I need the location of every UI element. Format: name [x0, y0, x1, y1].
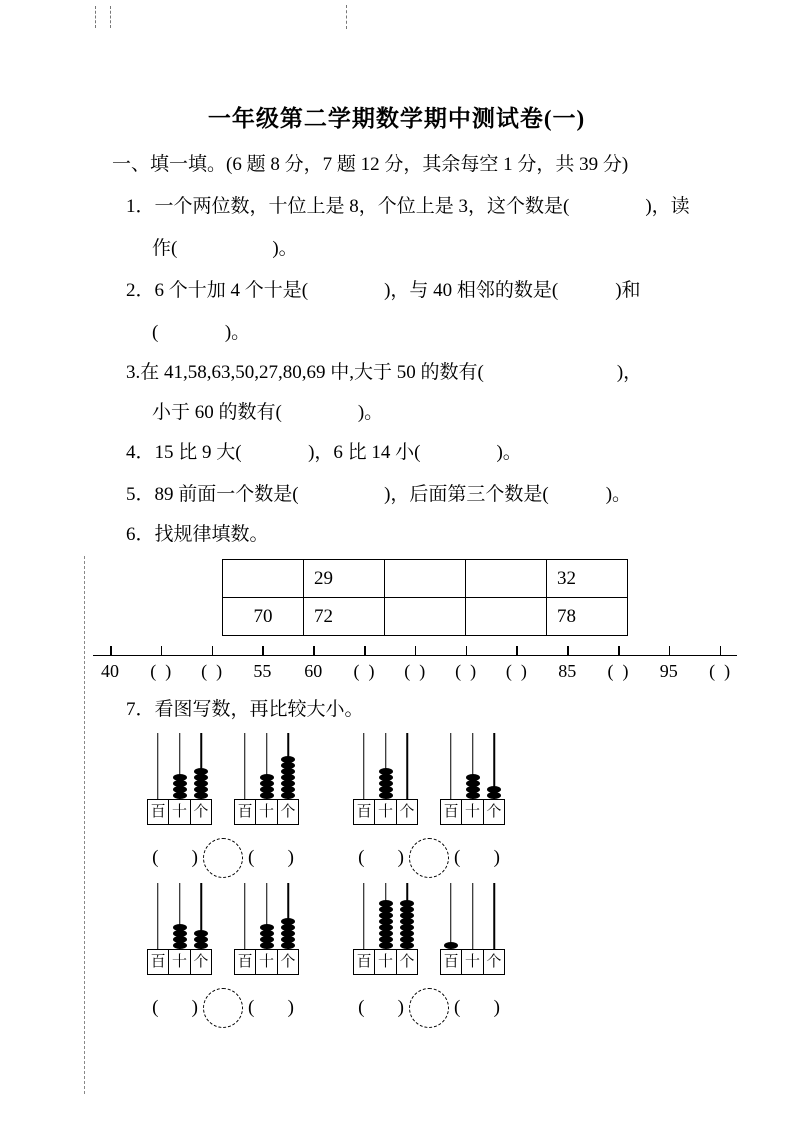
abacus-bead-stack: [466, 775, 480, 799]
abacus: [147, 733, 212, 825]
abacus-place-label: 百: [148, 800, 169, 824]
abacus-rod-column: [462, 883, 484, 949]
abacus-place-label: 百: [235, 800, 256, 824]
abacus-place-labels: [234, 799, 299, 825]
abacus-pair: [147, 883, 299, 1029]
abacus-bead: [194, 792, 208, 799]
number-line-label: ( ): [404, 661, 426, 681]
abacus-bead-stack: [260, 925, 274, 949]
table-cell: [385, 598, 466, 636]
table-row: [223, 560, 628, 598]
abacus-bead-stack: [281, 757, 295, 799]
abacus-bead-stack: [281, 919, 295, 949]
number-line-label: ( ): [455, 661, 477, 681]
abacus-rod-column: [462, 733, 484, 799]
abacus-rods: [440, 733, 505, 799]
table-cell: 29: [304, 560, 385, 598]
scan-artifact-mark: [346, 5, 347, 29]
scan-artifact-mark: [110, 6, 111, 28]
abacus-place-label: 个: [193, 804, 209, 820]
abacus-place-labels: [147, 799, 212, 825]
abacus-bead: [379, 942, 393, 949]
abacus-bead: [173, 792, 187, 799]
abacus-rod: [450, 733, 452, 799]
table-cell: [385, 560, 466, 598]
abacus-rod-column: [169, 733, 191, 799]
abacus-place-label: 个: [486, 954, 502, 970]
abacus-rod-column: [483, 733, 505, 799]
answer-blank: ( ): [454, 997, 500, 1018]
abacus-rods: [234, 733, 299, 799]
question-6-label: 6．找规律填数。: [126, 524, 269, 545]
abacus-rods: [440, 883, 505, 949]
abacus-place-label: 百: [354, 950, 375, 974]
abacus-place-label: 个: [193, 954, 209, 970]
abacus-rods: [353, 883, 418, 949]
number-line-label: 55: [253, 661, 272, 681]
page-title: 一年级第二学期数学期中测试卷(一): [207, 106, 586, 131]
scan-fold-line: [84, 556, 85, 1094]
abacus-bead-stack: [194, 769, 208, 799]
abacus-rod-column: [440, 883, 462, 949]
question-2-line-2: ( )。: [152, 322, 251, 343]
number-line-tick: [669, 646, 671, 655]
answer-blank: ( ): [358, 847, 404, 868]
abacus-pair: [353, 733, 505, 879]
question-1-line-2: 作( )。: [152, 238, 298, 259]
section-heading: 一、填一填。(6 题 8 分，7 题 12 分，其余每空 1 分，共 39 分): [112, 154, 629, 175]
number-line-tick: [415, 646, 417, 655]
question-3-line-1: 3.在 41,58,63,50,27,80,69 中,大于 50 的数有( )，: [126, 362, 643, 383]
abacus-pair: [147, 733, 299, 879]
table-cell: [223, 560, 304, 598]
abacus-rod-column: [353, 883, 375, 949]
abacus: [234, 733, 299, 825]
abacus-rod: [244, 733, 246, 799]
abacus-rods: [147, 883, 212, 949]
comparison-row: [147, 987, 299, 1029]
abacus-bead-stack: [379, 901, 393, 949]
abacus-bead: [281, 942, 295, 949]
abacus: [353, 733, 418, 825]
q6-pattern-table: [222, 559, 628, 636]
q7-abacus-area: [147, 733, 793, 1029]
abacus-rod-column: [277, 733, 299, 799]
comparison-row: [147, 837, 299, 879]
question-2-line-1: 2．6 个十加 4 个十是( )，与 40 相邻的数是( )和: [126, 280, 641, 301]
abacus-rod-column: [396, 883, 418, 949]
comparison-row: [353, 837, 505, 879]
abacus-bead-stack: [194, 931, 208, 949]
number-line-tick: [516, 646, 518, 655]
abacus-rod-column: [256, 883, 278, 949]
number-line-tick: [720, 646, 722, 655]
abacus-place-labels: [147, 949, 212, 975]
number-line-tick: [212, 646, 214, 655]
abacus-place-label: 百: [354, 800, 375, 824]
table-cell: 70: [223, 598, 304, 636]
abacus-row: [147, 883, 793, 1029]
question-7-label: 7．看图写数，再比较大小。: [126, 699, 364, 720]
number-line-tick: [110, 646, 112, 655]
number-line-tick: [364, 646, 366, 655]
table-cell: 78: [547, 598, 628, 636]
number-line-label: 40: [101, 661, 119, 681]
abacus-place-labels: [440, 949, 505, 975]
abacus-rod-column: [234, 883, 256, 949]
abacus-place-label: 个: [399, 954, 415, 970]
abacus: [440, 733, 505, 825]
abacus-bead-stack: [444, 943, 458, 949]
abacus-bead: [260, 942, 274, 949]
comparison-circle: [409, 838, 449, 878]
abacus-bead: [444, 942, 458, 949]
comparison-circle: [203, 838, 243, 878]
abacus-bead-stack: [260, 775, 274, 799]
abacus-bead: [400, 942, 414, 949]
number-line-label: 60: [304, 661, 323, 681]
abacus-place-label: 个: [399, 804, 415, 820]
abacus-bead-stack: [173, 775, 187, 799]
abacus-place-label: 百: [441, 950, 462, 974]
abacus-rod: [472, 883, 474, 949]
abacus-rods: [234, 883, 299, 949]
number-line: [93, 649, 753, 693]
abacus-rod-column: [190, 883, 212, 949]
question-3-line-2: 小于 60 的数有( )。: [152, 402, 384, 423]
abacus-rod-column: [277, 883, 299, 949]
abacus-rod: [157, 733, 159, 799]
table-cell: 32: [547, 560, 628, 598]
abacus-bead-stack: [379, 769, 393, 799]
number-line-label: 85: [558, 661, 577, 681]
answer-blank: ( ): [358, 997, 404, 1018]
abacus-place-label: 个: [486, 804, 502, 820]
abacus-place-label: 十: [169, 800, 190, 824]
abacus-pair-figures: [353, 883, 505, 975]
abacus-place-label: 十: [462, 800, 483, 824]
abacus-bead: [173, 942, 187, 949]
abacus-pair-figures: [147, 883, 299, 975]
abacus-rod-column: [190, 733, 212, 799]
question-5: 5．89 前面一个数是( )，后面第三个数是( )。: [126, 484, 632, 505]
abacus-rod: [406, 733, 408, 799]
table-cell: 72: [304, 598, 385, 636]
number-line-label: ( ): [505, 661, 527, 681]
abacus-rod-column: [147, 733, 169, 799]
abacus-place-label: 百: [235, 950, 256, 974]
abacus-place-label: 十: [375, 800, 396, 824]
abacus-rod-column: [375, 883, 397, 949]
number-line-label: ( ): [150, 661, 172, 681]
number-line-tick: [466, 646, 468, 655]
abacus-pair-figures: [147, 733, 299, 825]
abacus: [147, 883, 212, 975]
abacus-rod-column: [353, 733, 375, 799]
abacus-place-label: 个: [280, 954, 296, 970]
abacus-rod: [363, 733, 365, 799]
abacus-rod: [157, 883, 159, 949]
abacus-place-label: 百: [148, 950, 169, 974]
abacus-pair-figures: [353, 733, 505, 825]
scan-artifact-mark: [95, 6, 96, 28]
number-line-tick: [161, 646, 163, 655]
abacus-rod-column: [440, 733, 462, 799]
answer-blank: ( ): [454, 847, 500, 868]
abacus: [440, 883, 505, 975]
abacus-rod-column: [396, 733, 418, 799]
abacus-place-label: 十: [462, 950, 483, 974]
abacus-rod-column: [375, 733, 397, 799]
abacus-rod-column: [234, 733, 256, 799]
abacus-rod: [244, 883, 246, 949]
abacus-place-labels: [353, 799, 418, 825]
abacus-bead-stack: [400, 901, 414, 949]
abacus-rod: [493, 883, 495, 949]
abacus-place-label: 十: [256, 950, 277, 974]
table-cell: [466, 560, 547, 598]
abacus-bead-stack: [173, 925, 187, 949]
number-line-tick: [567, 646, 569, 655]
number-line-tick: [313, 646, 315, 655]
number-line-tick: [262, 646, 264, 655]
abacus-place-label: 百: [441, 800, 462, 824]
abacus-rods: [147, 733, 212, 799]
abacus-place-label: 十: [375, 950, 396, 974]
number-line-label: 95: [659, 661, 678, 681]
abacus-place-label: 十: [256, 800, 277, 824]
abacus-place-labels: [440, 799, 505, 825]
abacus: [234, 883, 299, 975]
answer-blank: ( ): [248, 847, 294, 868]
answer-blank: ( ): [152, 847, 198, 868]
abacus-row: [147, 733, 793, 879]
abacus-pair: [353, 883, 505, 1029]
number-line-label: ( ): [353, 661, 375, 681]
number-line-label: ( ): [709, 661, 731, 681]
abacus-rod: [363, 883, 365, 949]
number-line-label: ( ): [607, 661, 629, 681]
abacus-rod-column: [483, 883, 505, 949]
answer-blank: ( ): [152, 997, 198, 1018]
number-line-tick: [618, 646, 620, 655]
abacus-rod-column: [169, 883, 191, 949]
abacus-bead: [487, 792, 501, 799]
number-line-label: ( ): [201, 661, 223, 681]
abacus-place-labels: [353, 949, 418, 975]
comparison-circle: [409, 988, 449, 1028]
abacus-bead: [260, 792, 274, 799]
abacus: [353, 883, 418, 975]
answer-blank: ( ): [248, 997, 294, 1018]
question-4: 4．15 比 9 大( )，6 比 14 小( )。: [126, 442, 522, 463]
comparison-row: [353, 987, 505, 1029]
abacus-rod-column: [256, 733, 278, 799]
number-line-axis: [93, 655, 737, 656]
comparison-circle: [203, 988, 243, 1028]
abacus-place-label: 个: [280, 804, 296, 820]
abacus-rod-column: [147, 883, 169, 949]
abacus-bead: [379, 792, 393, 799]
abacus-bead: [281, 792, 295, 799]
abacus-bead: [194, 942, 208, 949]
abacus-rod: [450, 883, 452, 949]
question-1-line-1: 1．一个两位数，十位上是 8，个位上是 3，这个数是( )，读: [126, 196, 690, 217]
abacus-place-labels: [234, 949, 299, 975]
abacus-rods: [353, 733, 418, 799]
abacus-bead-stack: [487, 787, 501, 799]
abacus-bead: [466, 792, 480, 799]
abacus-place-label: 十: [169, 950, 190, 974]
table-cell: [466, 598, 547, 636]
table-row: [223, 598, 628, 636]
